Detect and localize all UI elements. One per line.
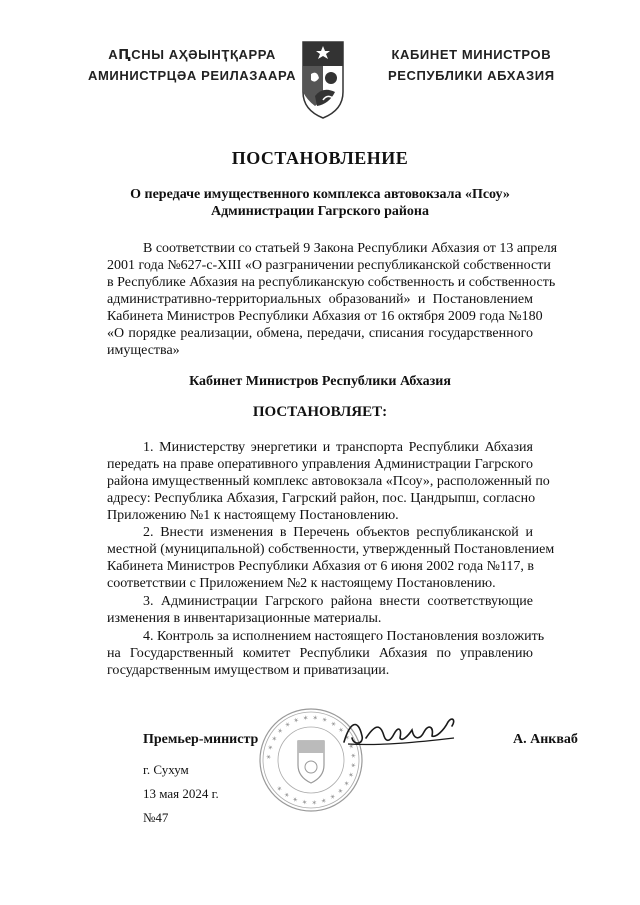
header-left-line1: АԤСНЫ АҲӘЫНҬҚАРРА [108,47,276,62]
header-left-abkhaz [88,44,296,86]
preamble-line: В соответствии со статьей 9 Закона Республики Абхазия от 13 апреля [143,241,558,256]
item-line: соответствии с Приложением №2 к настоящему Постановлению. [107,576,496,591]
resolves-heading: ПОСТАНОВЛЯЕТ: [252,404,388,420]
item-line: района имущественный комплекс автовокзала «Псоу», расположенный по [107,474,550,489]
item-2 [107,524,555,592]
item-4 [107,628,545,679]
header-right-russian [388,44,555,86]
item-line: адресу: Республика Абхазия, Гагрский район, пос. Цандрыпш, согласно [107,491,536,506]
svg-text:✶ ✶ ✶ ✶ ✶ ✶ ✶ ✶ ✶ ✶ ✶ ✶ ✶ ✶ ✶: ✶ ✶ ✶ ✶ ✶ ✶ ✶ ✶ ✶ ✶ ✶ ✶ ✶ ✶ ✶ ✶ ✶ ✶ ✶ ✶ ✶ ✶ ✶ ✶ ✶ [264,713,358,807]
item-line: государственным имуществом и приватизации. [107,663,390,678]
signatory-name: А. Анкваб [513,732,578,747]
item-line: Приложению №1 к настоящему Постановлению. [107,508,399,523]
handwritten-signature-icon [340,712,460,752]
item-line: изменения в инвентаризационные материалы. [107,611,382,626]
issuer-heading: Кабинет Министров Республики Абхазия [189,374,451,389]
document-date: 13 мая 2024 г. [143,786,219,801]
item-line: местной (муниципальной) собственности, утвержденный Постановлением [107,542,555,557]
item-1 [107,439,550,524]
coat-of-arms-icon [301,40,345,120]
item-line: 4. Контроль за исполнением настоящего Постановления возложить [143,629,545,644]
document-city: г. Сухум [143,762,189,777]
document-title: ПОСТАНОВЛЕНИЕ [231,148,409,168]
preamble-line: административно-территориальных образований» и Постановлением [107,292,533,307]
item-line: 3. Администрации Гагрского района внести соответствующие [143,594,533,609]
document-subject [0,186,640,220]
item-line: 2. Внести изменения в Перечень объектов республиканской и [143,525,533,540]
header-right-line2: РЕСПУБЛИКИ АБХАЗИЯ [388,68,555,83]
item-3 [107,593,533,627]
preamble-line: имущества» [107,343,180,358]
preamble-line: «О порядке реализации, обмена, передачи, списания государственного [107,326,533,341]
subject-line-1: О передаче имущественного комплекса автовокзала «Псоу» [130,187,510,202]
preamble-line: 2001 года №627-с-XIII «О разграничении республиканской собственности [107,258,551,273]
header-right-line1: КАБИНЕТ МИНИСТРОВ [391,47,552,62]
preamble-paragraph [107,240,558,359]
item-line: передать на праве оперативного управления Администрации Гагрского [107,457,533,472]
document-number: №47 [143,810,169,825]
header-left-line2: АМИНИСТРЦӘА РЕИЛАЗААРА [88,68,297,83]
item-line: на Государственный комитет Республики Абхазия по управлению [107,646,533,661]
preamble-line: Кабинета Министров Республики Абхазия от 16 октября 2009 года №180 [107,309,543,324]
preamble-line: в Республике Абхазия на республиканскую собственность и собственность [107,275,556,290]
subject-line-2: Администрации Гагрского района [210,204,430,219]
signatory-position: Премьер-министр [143,732,259,747]
item-line: 1. Министерству энергетики и транспорта Республики Абхазия [143,440,533,455]
item-line: Кабинета Министров Республики Абхазия от 6 июня 2002 года №117, в [107,559,535,574]
